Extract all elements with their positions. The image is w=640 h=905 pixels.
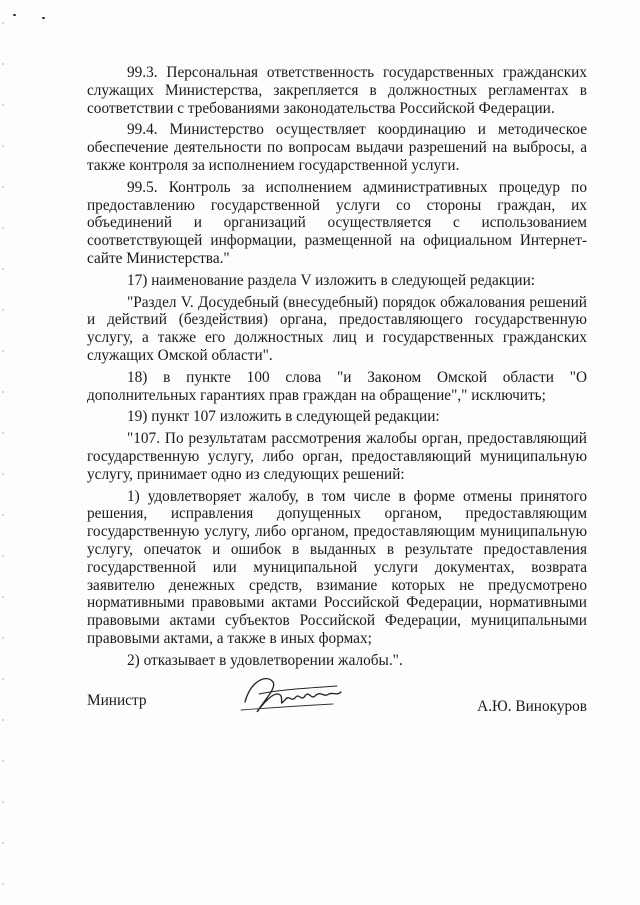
paragraph-item-19: 19) пункт 107 изложить в следующей редакции: xyxy=(127,408,440,426)
paragraph-99-5: 99.5. Контроль за исполнением административных процедур по предоставлению государственной услуги со стороны граждан, их объединений и организаций осуществляется с использованием соответствующей информации, размещенной на официальном Интернет-сайте Министерства." xyxy=(87,178,587,267)
signatory-name: А.Ю. Винокуров xyxy=(477,698,587,715)
paragraph-107-2: 2) отказывает в удовлетворении жалобы.". xyxy=(127,651,403,669)
handwritten-signature xyxy=(237,672,347,722)
paragraph-107: "107. По результатам рассмотрения жалобы орган, предоставляющий государственную услугу, либо орган, предоставляющий муниципальную услугу, принимает одно из следующих решений: xyxy=(87,430,587,483)
paragraph-item-18: 18) в пункте 100 слова "и Законом Омской области "О дополнительных гарантиях прав граждан на обращение"," исключить; xyxy=(87,368,587,404)
paragraph-107-1: 1) удовлетворяет жалобу, в том числе в форме отмены принятого решения, исправления допущенных органом, предоставляющим государственную услугу, либо органом, предоставляющим муниципальную услугу, опечаток и ошибок в выданных в результате предоставления государственной или муниципальной услуги документах, возврата заявителю денежных средств, взимание которых не предусмотрено нормативными правовыми актами Российской Федерации, нормативными правовыми актами субъектов Российской Федерации, муниципальными правовыми актами, а также в иных формах; xyxy=(87,487,587,647)
scan-speck xyxy=(42,17,45,19)
scan-speck xyxy=(13,14,16,16)
paragraph-item-17: 17) наименование раздела V изложить в следующей редакции: xyxy=(127,271,536,289)
document-body xyxy=(87,64,587,670)
paragraph-99-3: 99.3. Персональная ответственность государственных гражданских служащих Министерства, закрепляется в должностных регламентах в соответствии с требованиями законодательства Российской Федерации. xyxy=(87,64,587,117)
signatory-position: Министр xyxy=(87,692,147,709)
paragraph-99-4: 99.4. Министерство осуществляет координацию и методическое обеспечение деятельности по вопросам выдачи разрешений на выбросы, а также контроля за исполнением государственной услуги. xyxy=(87,121,587,174)
signature-block xyxy=(87,692,587,732)
scan-edge-artifact xyxy=(2,0,4,905)
paragraph-section-v-title: "Раздел V. Досудебный (внесудебный) порядок обжалования решений и действий (бездействия) органа, предоставляющего государственную услугу, а также его должностных лиц и государственных гражданских служащих Омской области". xyxy=(87,293,587,364)
